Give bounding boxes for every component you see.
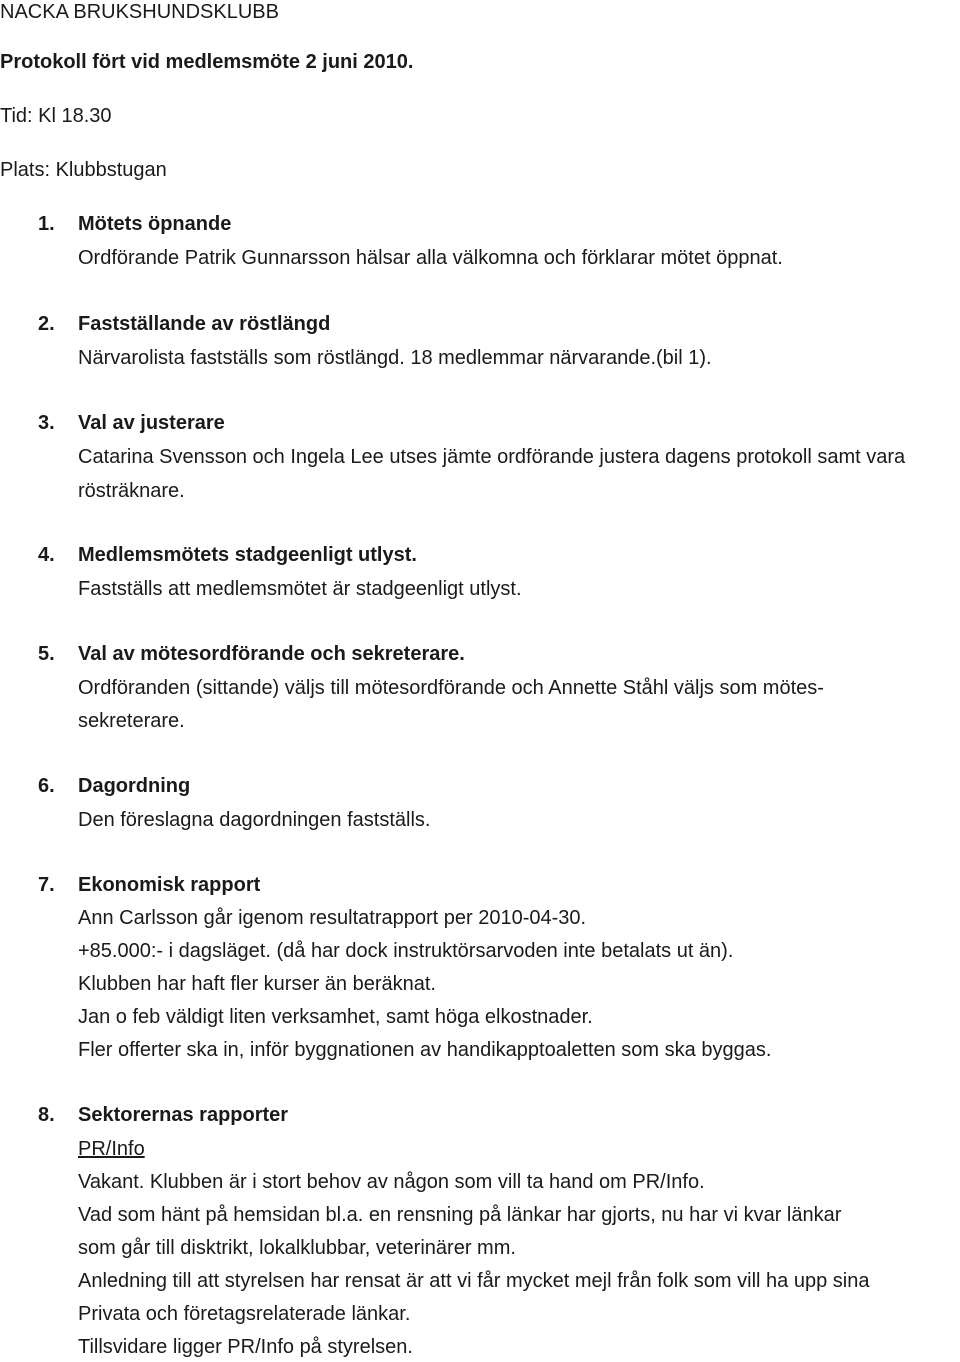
item-text: Ordföranden (sittande) väljs till mötesordförande och Annette Ståhl väljs som mötes- [78,677,824,699]
item-heading: Val av mötesordförande och sekreterare. [78,643,465,665]
item-heading: Mötets öpnande [78,213,232,235]
item-text: Jan o feb väldigt liten verksamhet, samt höga elkostnader. [78,1006,593,1028]
item-number: 7. [38,874,55,896]
item-number: 8. [38,1104,55,1126]
item-text: Vad som hänt på hemsidan bl.a. en rensning på länkar har gjorts, nu har vi kvar länkar [78,1204,842,1226]
item-text: sekreterare. [78,710,185,732]
item-number: 4. [38,544,55,566]
section-subheading: PR/Info [78,1138,145,1160]
item-number: 5. [38,643,55,665]
item-number: 6. [38,775,55,797]
item-text: rösträknare. [78,480,185,502]
item-heading: Ekonomisk rapport [78,874,261,896]
item-text: Fler offerter ska in, inför byggnationen av handikapptoaletten som ska byggas. [78,1039,772,1061]
item-text: Fastställs att medlemsmötet är stadgeenligt utlyst. [78,578,522,600]
meeting-time: Tid: Kl 18.30 [0,105,112,127]
item-heading: Medlemsmötets stadgeenligt utlyst. [78,544,417,566]
item-text: Privata och företagsrelaterade länkar. [78,1303,411,1325]
item-heading: Fastställande av röstlängd [78,313,331,335]
item-number: 3. [38,412,55,434]
item-text: Klubben har haft fler kurser än beräknat. [78,973,436,995]
item-text: Ann Carlsson går igenom resultatrapport per 2010-04-30. [78,907,587,929]
meeting-place: Plats: Klubbstugan [0,159,167,181]
item-heading: Sektorernas rapporter [78,1104,289,1126]
item-text: +85.000:- i dagsläget. (då har dock instruktörsarvoden inte betalats ut än). [78,940,734,962]
item-text: Anledning till att styrelsen har rensat är att vi får mycket mejl från folk som vill ha upp sina [78,1270,870,1292]
item-number: 2. [38,313,55,335]
item-text: Närvarolista fastställs som röstlängd. 18 medlemmar närvarande.(bil 1). [78,347,712,369]
item-text: Catarina Svensson och Ingela Lee utses jämte ordförande justera dagens protokoll samt vara [78,446,906,468]
item-text: Tillsvidare ligger PR/Info på styrelsen. [78,1336,413,1358]
document-title: Protokoll fört vid medlemsmöte 2 juni 2010. [0,51,414,73]
item-heading: Val av justerare [78,412,225,434]
club-name: NACKA BRUKSHUNDSKLUBB [0,1,279,23]
item-text: som går till disktrikt, lokalklubbar, veterinärer mm. [78,1237,516,1259]
item-number: 1. [38,213,55,235]
item-text: Den föreslagna dagordningen fastställs. [78,809,431,831]
item-text: Vakant. Klubben är i stort behov av någon som vill ta hand om PR/Info. [78,1171,705,1193]
item-heading: Dagordning [78,775,191,797]
item-text: Ordförande Patrik Gunnarsson hälsar alla välkomna och förklarar mötet öppnat. [78,247,783,269]
